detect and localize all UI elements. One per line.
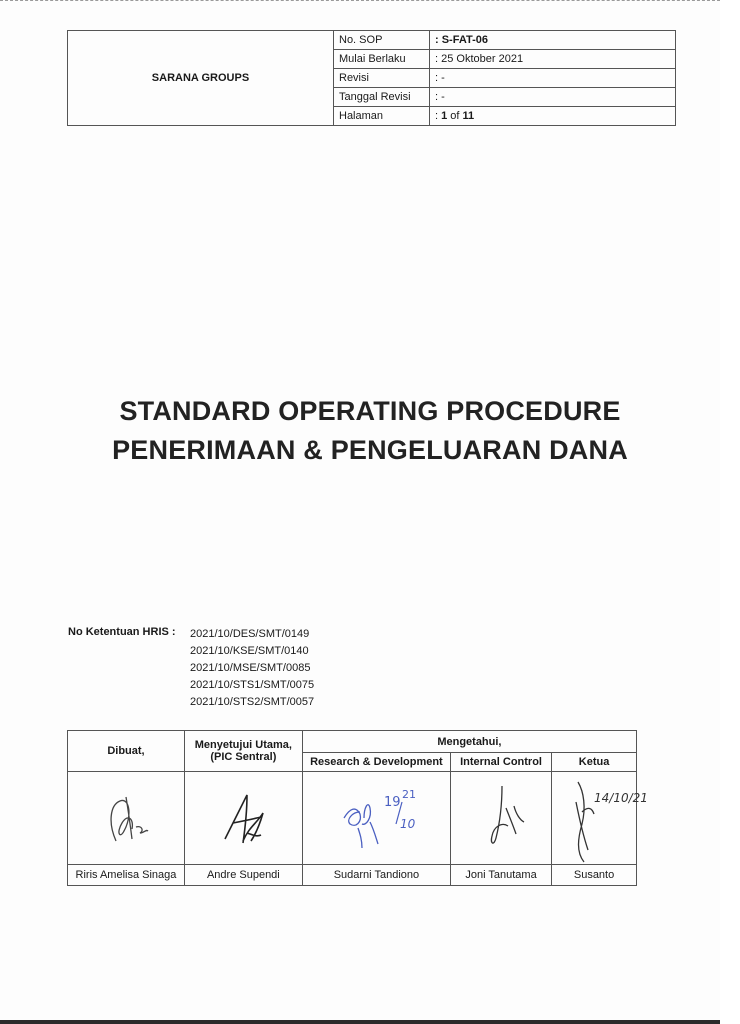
header-value-no-sop: : S-FAT-06 <box>430 31 676 50</box>
hris-item: 2021/10/MSE/SMT/0085 <box>190 662 311 674</box>
hris-label: No Ketentuan HRIS : <box>68 626 176 638</box>
signature-box-joni <box>451 772 552 865</box>
header-value-mulai-berlaku: : 25 Oktober 2021 <box>430 50 676 69</box>
scan-bottom-edge <box>0 1020 720 1024</box>
menyetujui-header <box>184 731 302 772</box>
svg-text:19: 19 <box>384 795 401 810</box>
header-label-tanggal-revisi: Tanggal Revisi <box>334 88 430 107</box>
title-line-2: PENERIMAAN & PENGELUARAN DANA <box>112 435 628 465</box>
name-susanto: Susanto <box>552 865 637 886</box>
signature-box-sudarni <box>302 772 450 865</box>
svg-text:10: 10 <box>400 817 416 831</box>
header-label-mulai-berlaku: Mulai Berlaku <box>334 50 430 69</box>
menyetujui-sub: (PIC Sentral) <box>210 751 277 763</box>
dibuat-header: Dibuat, <box>68 731 185 772</box>
role-ketua: Ketua <box>552 753 637 772</box>
scan-top-edge <box>0 0 720 3</box>
name-sudarni: Sudarni Tandiono <box>302 865 450 886</box>
signature-riris <box>86 783 166 853</box>
halaman-of: of <box>447 110 463 122</box>
role-research-development: Research & Development <box>302 753 450 772</box>
hris-item: 2021/10/DES/SMT/0149 <box>190 628 310 640</box>
title-line-1: STANDARD OPERATING PROCEDURE <box>119 396 621 426</box>
menyetujui-label: Menyetujui Utama, <box>194 739 292 751</box>
signature-joni <box>466 778 536 858</box>
approval-table <box>67 730 648 886</box>
signature-sudarni <box>316 778 436 858</box>
name-andre: Andre Supendi <box>184 865 302 886</box>
signature-box-susanto <box>552 772 648 865</box>
header-label-halaman: Halaman <box>334 107 430 126</box>
halaman-total: 11 <box>462 110 475 122</box>
header-value-revisi: : - <box>430 69 676 88</box>
header-value-halaman <box>430 107 676 126</box>
halaman-prefix: : <box>435 110 442 122</box>
signature-box-andre <box>184 772 302 865</box>
role-internal-control: Internal Control <box>451 753 552 772</box>
signature-box-riris <box>68 772 185 865</box>
hris-item: 2021/10/STS2/SMT/0057 <box>190 696 315 708</box>
header-label-revisi: Revisi <box>334 69 430 88</box>
hris-list <box>190 626 314 711</box>
halaman-current: 1 <box>441 110 448 122</box>
document-title <box>0 392 740 470</box>
mengetahui-header: Mengetahui, <box>302 731 636 753</box>
header-label-no-sop: No. SOP <box>334 31 430 50</box>
company-name: SARANA GROUPS <box>68 31 334 126</box>
signature-susanto <box>554 772 648 864</box>
hris-item: 2021/10/KSE/SMT/0140 <box>190 645 309 657</box>
name-riris: Riris Amelisa Sinaga <box>68 865 185 886</box>
svg-text:21: 21 <box>402 788 417 801</box>
sop-header-table <box>67 30 676 126</box>
name-joni: Joni Tanutama <box>451 865 552 886</box>
header-value-tanggal-revisi: : - <box>430 88 676 107</box>
signature-andre <box>203 783 283 853</box>
hris-item: 2021/10/STS1/SMT/0075 <box>190 679 315 691</box>
svg-text:14/10/21: 14/10/21 <box>594 791 648 805</box>
